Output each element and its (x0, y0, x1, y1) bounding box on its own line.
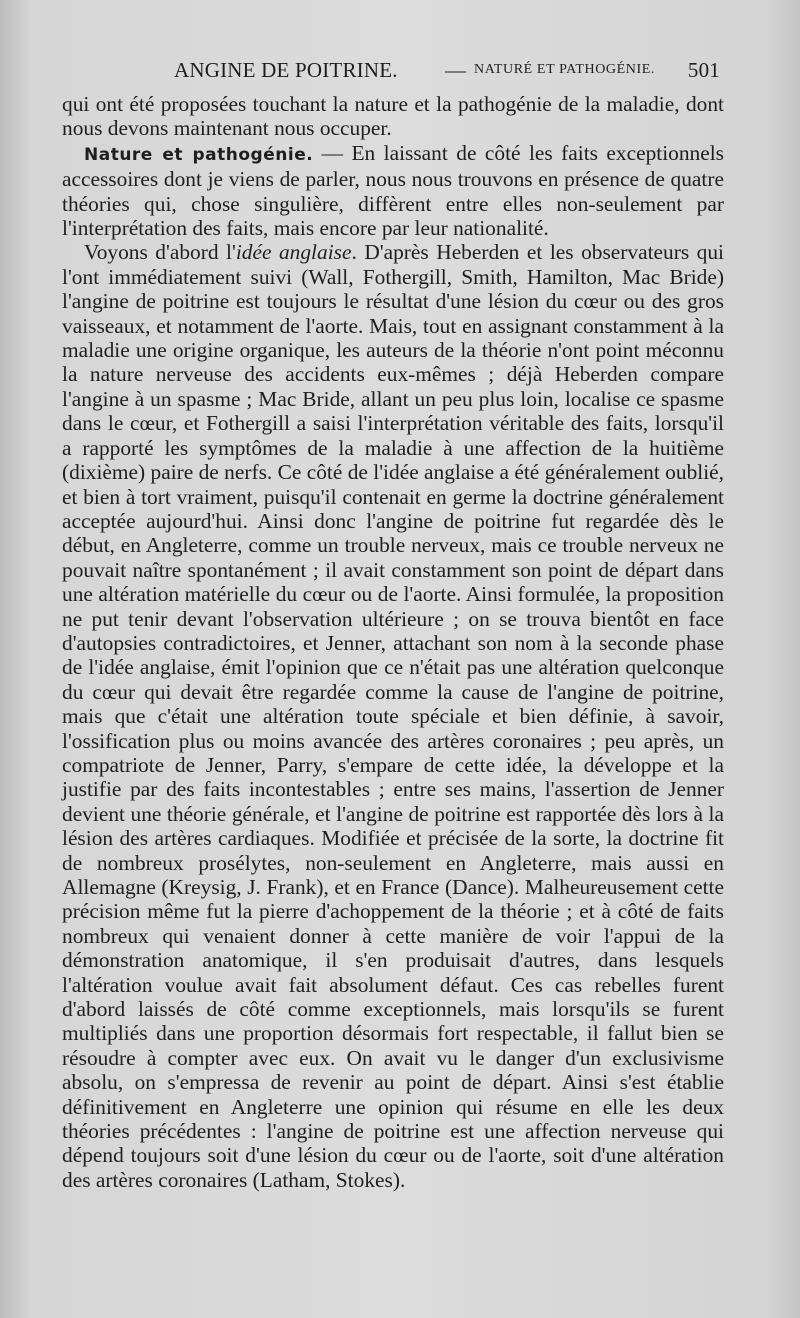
paragraph-3-start: Voyons d'abord l' (84, 240, 236, 265)
header-subtitle: NATURÉ ET PATHOGÉNIE. (474, 62, 655, 77)
section-heading: Nature et pathogénie. (84, 144, 314, 165)
italic-phrase: idée anglaise (235, 240, 352, 265)
running-header (62, 58, 722, 88)
paragraph-3 (62, 240, 724, 1192)
paragraph-2 (62, 141, 724, 241)
paragraph-2-text: — En laissant de côté les faits exceptionnels accessoires dont je viens de parler, nous nous trouvons en présence de quatre théories qui, chose singulière, diffèrent entre elles non-seulement par l'interprétation des faits, mais encore par leur nationalité. (62, 140, 725, 241)
page-number: 501 (687, 58, 720, 82)
paragraph-1: qui ont été proposées touchant la nature et la pathogénie de la maladie, dont nous devons maintenant nous occuper. (62, 92, 724, 141)
paragraph-3-rest: . D'après Heberden et les observateurs qui l'ont immédiatement suivi (Wall, Fothergill, Smith, Hamilton, Mac Bride) l'angine de poitrine est toujours le résultat d'une lésion du cœur ou des gros vaisseaux, et notamment de l'aorte. Mais, tout en assignant constamment à la maladie une origine organique, les auteurs de la théorie n'ont point méconnu la nature nerveuse des accidents eux-mêmes ; déjà Heberden compare l'angine à un spasme ; Mac Bride, allant un peu plus loin, localise ce spasme dans le cœur, et Fothergill a saisi l'interprétation véritable des faits, lorsqu'il a rapporté les symptômes de la maladie à une affection de la huitième (dixième) paire de nerfs. Ce côté de l'idée anglaise a été généralement oublié, et bien à tort vraiment, puisqu'il contenait en germe la doctrine généralement acceptée aujourd'hui. Ainsi donc l'angine de poitrine fut regardée dès le début, en Angleterre, comme un trouble nerveux, mais ce trouble nerveux ne pouvait naître spontanément ; il avait constamment son point de départ dans une altération matérielle du cœur ou de l'aorte. Ainsi formulée, la proposition ne put tenir devant l'observation ultérieure ; on se trouva bientôt en face d'autopsies contradictoires, et Jenner, attachant son nom à la seconde phase de l'idée anglaise, émit l'opinion que ce n'était pas une altération quelconque du cœur qui devait être regardée comme la cause de l'angine de poitrine, mais que c'était une altération toute spéciale et bien définie, à savoir, l'ossification plus ou moins avancée des artères coronaires ; peu après, un compatriote de Jenner, Parry, s'empare de cette idée, la développe et la justifie par des faits incontestables ; entre ses mains, l'assertion de Jenner devient une théorie générale, et l'angine de poitrine est rapportée dès lors à la lésion des artères cardiaques. Modifiée et précisée de la sorte, la doctrine fit de nombreux prosélytes, non-seulement en Angleterre, mais aussi en Allemagne (Kreysig, J. Frank), et en France (Dance). Malheureusement cette précision même fut la pierre d'achoppement de la théorie ; et à côté de faits nombreux qui venaient donner à cette manière de voir l'appui de la démonstration anatomique, il s'en produisait d'autres, dans lesquels l'altération voulue avait fait absolument défaut. Ces cas rebelles furent d'abord laissés de côté comme exceptionnels, mais lorsqu'ils se furent multipliés dans une proportion désormais fort respectable, il fallut bien se résoudre à compter avec eux. On avait vu le danger d'un exclusivisme absolu, on s'empressa de revenir au point de départ. Ainsi s'est établie définitivement en Angleterre une opinion qui résume en elle les deux théories précédentes : l'angine de poitrine est une affection nerveuse qui dépend toujours soit d'une lésion du cœur ou de l'aorte, soit d'une altération des artères coronaires (Latham, Stokes). (62, 240, 725, 1192)
body-text (62, 92, 724, 1192)
header-dash: — (445, 58, 467, 82)
header-title: ANGINE DE POITRINE. (174, 58, 398, 82)
